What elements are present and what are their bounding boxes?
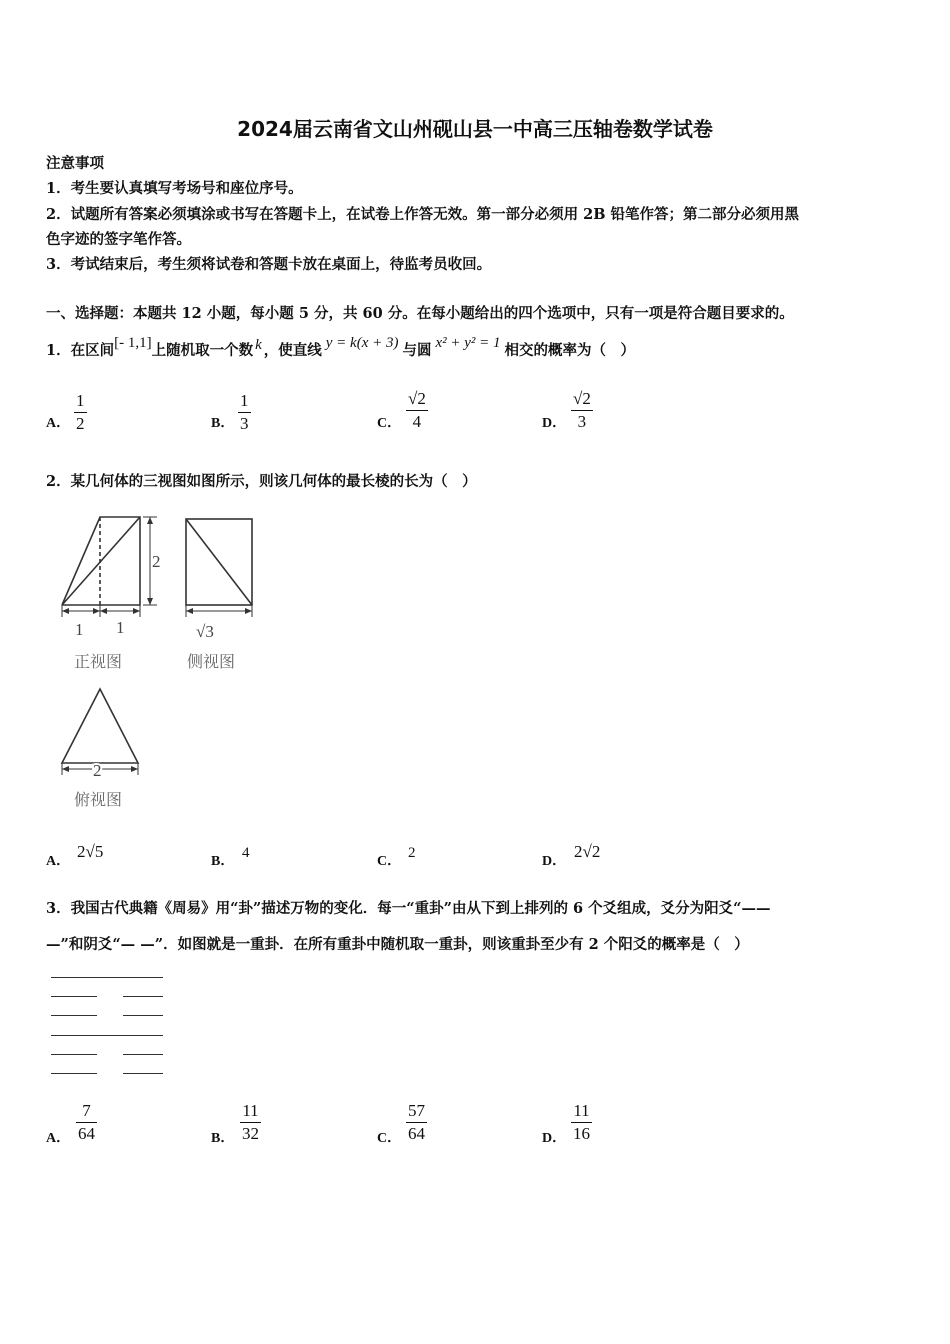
q1-option-d-label: D．: [542, 416, 567, 431]
top-view-label: 俯视图: [74, 790, 123, 809]
q1-line-equation: y = k(x + 3): [325, 335, 399, 351]
dim-height-label: 2: [152, 552, 161, 571]
hexagram-line-yin-left: [51, 996, 97, 997]
side-view-diagonal: [186, 519, 252, 605]
notice-item: 2．试题所有答案必须填涂或书写在答题卡上，在试卷上作答无效。第一部分必须用 2B 铅笔作答；第二部分必须用黑: [46, 206, 800, 223]
q1-option-d-value: $\frac{√2}{3}$: [573, 389, 591, 431]
hexagram-line-yang: [51, 1035, 163, 1036]
section-heading: 一、选择题：本题共 12 小题，每小题 5 分，共 60 分。在每小题给出的四个选项中，只有一项是符合题目要求的。: [46, 305, 794, 322]
q2-option-b-value: 4: [242, 845, 250, 861]
page-title: 2024届云南省文山州砚山县一中高三压轴卷数学试卷: [237, 117, 713, 141]
q1-stem: [46, 335, 636, 360]
q3-stem-line2: —”和阴爻“— —”．如图就是一重卦．在所有重卦中随机取一重卦，则该重卦至少有 2 个阳爻的概率是（ ）: [46, 936, 749, 953]
three-view-figure: [50, 505, 280, 815]
dim-top-label: 2: [93, 761, 102, 780]
q2-option-a-value: 2√5: [77, 842, 104, 861]
hexagram-line-yin-left: [51, 1073, 97, 1074]
q3-option-d-value: $\frac{11}{16}$: [573, 1101, 590, 1143]
side-view-label: 侧视图: [187, 652, 236, 671]
q3-option-b-label: B．: [211, 1131, 235, 1146]
q1-option-a-value: $\frac{1}{2}$: [76, 391, 85, 433]
q3-option-d-label: D．: [542, 1131, 567, 1146]
q3-option-a-value: $\frac{7}{64}$: [78, 1101, 95, 1143]
q3-stem-line1: 3．我国古代典籍《周易》用“卦”描述万物的变化．每一“重卦”由从下到上排列的 6 个爻组成，爻分为阳爻“——: [46, 900, 771, 917]
notice-heading: 注意事项: [46, 155, 104, 172]
top-view-outline: [62, 689, 138, 763]
q3-option-c-label: C．: [377, 1131, 402, 1146]
hexagram-line-yin-left: [51, 1054, 97, 1055]
q1-option-c-value: $\frac{√2}{4}$: [408, 389, 426, 431]
q1-option-a-label: A．: [46, 416, 71, 431]
q2-option-d-value: 2√2: [574, 842, 601, 861]
q1-text: 相交的概率为（ ）: [504, 342, 636, 359]
q1-interval: [- 1,1]: [114, 335, 152, 351]
hexagram-line-yin-right: [123, 1015, 163, 1016]
q1-var: k: [255, 337, 262, 353]
q3-option-b-value: $\frac{11}{32}$: [242, 1101, 259, 1143]
q2-option-b-label: B．: [211, 854, 235, 869]
q1-text: ，使直线: [263, 342, 322, 359]
q1-circle-equation: x² + y² = 1: [435, 335, 501, 351]
q1-option-b-value: $\frac{1}{3}$: [240, 391, 249, 433]
q2-option-d-label: D．: [542, 854, 567, 869]
q1-text: 与圆: [402, 342, 432, 359]
q2-option-a-label: A．: [46, 854, 71, 869]
q3-option-c-value: $\frac{57}{64}$: [408, 1101, 425, 1143]
q3-option-a-label: A．: [46, 1131, 71, 1146]
q2-option-c-value: 2: [408, 845, 416, 861]
hexagram-line-yin-right: [123, 996, 163, 997]
notice-item: 色字迹的签字笔作答。: [46, 231, 191, 248]
q1-text: 1．在区间: [46, 342, 115, 359]
hexagram-line-yin-left: [51, 1015, 97, 1016]
q2-option-c-label: C．: [377, 854, 402, 869]
dim-left-label: 1: [75, 620, 84, 639]
dim-right-label: 1: [116, 618, 125, 637]
notice-item: 1．考生要认真填写考场号和座位序号。: [46, 180, 303, 197]
hexagram-line-yin-right: [123, 1073, 163, 1074]
q1-option-c-label: C．: [377, 416, 402, 431]
q1-text: 上随机取一个数: [151, 342, 254, 359]
front-view-diagonal: [62, 517, 140, 605]
q1-option-b-label: B．: [211, 416, 235, 431]
hexagram-line-yang: [51, 977, 163, 978]
front-view-label: 正视图: [74, 652, 123, 671]
notice-item: 3．考试结束后，考生须将试卷和答题卡放在桌面上，待监考员收回。: [46, 256, 492, 273]
hexagram-line-yin-right: [123, 1054, 163, 1055]
dim-side-label: √3: [196, 622, 214, 641]
q2-stem: 2．某几何体的三视图如图所示，则该几何体的最长棱的长为（ ）: [46, 473, 477, 490]
